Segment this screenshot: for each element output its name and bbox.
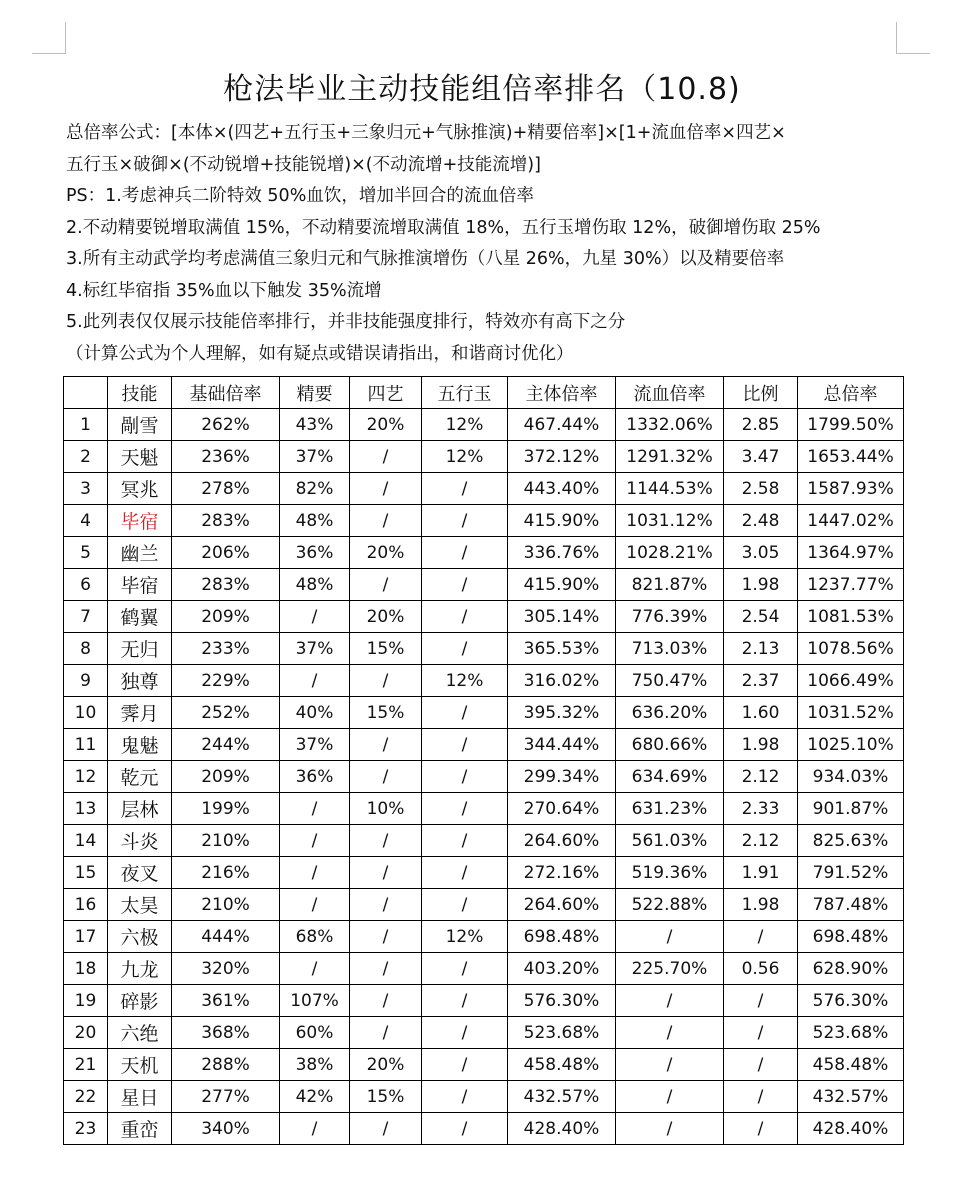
ratio-cell: 1.98 <box>724 729 798 761</box>
ratio-cell: / <box>724 1113 798 1145</box>
skill-name-cell: 斗炎 <box>108 825 172 857</box>
skill-name-cell: 无归 <box>108 633 172 665</box>
ratio-cell: 2.33 <box>724 793 798 825</box>
rank-cell: 11 <box>64 729 108 761</box>
main-multiplier-cell: 336.76% <box>508 537 616 569</box>
note-line: 五行玉×破御×(不动锐增+技能锐增)×(不动流增+技能流增)] <box>66 154 541 175</box>
skill-name-cell: 乾元 <box>108 761 172 793</box>
ratio-cell: 2.58 <box>724 473 798 505</box>
skill-name-cell: 天机 <box>108 1049 172 1081</box>
main-multiplier-cell: 316.02% <box>508 665 616 697</box>
main-multiplier-cell: 523.68% <box>508 1017 616 1049</box>
five-jade-cell: / <box>422 889 508 921</box>
bleed-multiplier-cell: 1144.53% <box>616 473 724 505</box>
bleed-multiplier-cell: 750.47% <box>616 665 724 697</box>
bleed-multiplier-cell: 631.23% <box>616 793 724 825</box>
ranking-table <box>63 376 904 1145</box>
table-row <box>64 921 904 953</box>
four-arts-cell: / <box>350 985 422 1017</box>
main-multiplier-cell: 344.44% <box>508 729 616 761</box>
note-line: 2.不动精要锐增取满值 15%，不动精要流增取满值 18%，五行玉增伤取 12%，破御增伤取 25% <box>66 217 821 238</box>
table-row <box>64 761 904 793</box>
four-arts-cell: 15% <box>350 697 422 729</box>
main-multiplier-cell: 415.90% <box>508 569 616 601</box>
essence-cell: / <box>280 857 350 889</box>
crop-mark-top-right-vertical <box>896 22 897 54</box>
essence-cell: / <box>280 1113 350 1145</box>
essence-cell: 37% <box>280 633 350 665</box>
rank-cell: 20 <box>64 1017 108 1049</box>
rank-cell: 14 <box>64 825 108 857</box>
main-multiplier-cell: 458.48% <box>508 1049 616 1081</box>
essence-cell: 40% <box>280 697 350 729</box>
ratio-cell: / <box>724 1017 798 1049</box>
table-row <box>64 889 904 921</box>
table-row <box>64 537 904 569</box>
main-multiplier-cell: 305.14% <box>508 601 616 633</box>
base-multiplier-cell: 199% <box>172 793 280 825</box>
main-multiplier-cell: 264.60% <box>508 825 616 857</box>
bleed-multiplier-cell: 636.20% <box>616 697 724 729</box>
table-row <box>64 729 904 761</box>
skill-name-cell: 星日 <box>108 1081 172 1113</box>
ratio-cell: 2.37 <box>724 665 798 697</box>
note-line: 3.所有主动武学均考虑满值三象归元和气脉推演增伤（八星 26%，九星 30%）以及精要倍率 <box>66 249 785 269</box>
main-multiplier-cell: 372.12% <box>508 441 616 473</box>
note-line: （计算公式为个人理解，如有疑点或错误请指出，和谐商讨优化） <box>66 343 574 364</box>
bleed-multiplier-cell: 561.03% <box>616 825 724 857</box>
essence-cell: 107% <box>280 985 350 1017</box>
skill-name-cell: 重峦 <box>108 1113 172 1145</box>
table-row <box>64 665 904 697</box>
base-multiplier-cell: 252% <box>172 697 280 729</box>
column-header: 总倍率 <box>798 377 904 409</box>
base-multiplier-cell: 216% <box>172 857 280 889</box>
rank-cell: 18 <box>64 953 108 985</box>
essence-cell: 42% <box>280 1081 350 1113</box>
total-multiplier-cell: 934.03% <box>798 761 904 793</box>
four-arts-cell: 15% <box>350 1081 422 1113</box>
rank-cell: 9 <box>64 665 108 697</box>
crop-mark-top-left-vertical <box>65 22 66 54</box>
bleed-multiplier-cell: 1291.32% <box>616 441 724 473</box>
bleed-multiplier-cell: / <box>616 985 724 1017</box>
four-arts-cell: / <box>350 921 422 953</box>
base-multiplier-cell: 444% <box>172 921 280 953</box>
table-row <box>64 473 904 505</box>
table-row <box>64 569 904 601</box>
five-jade-cell: / <box>422 953 508 985</box>
bleed-multiplier-cell: 821.87% <box>616 569 724 601</box>
five-jade-cell: / <box>422 1081 508 1113</box>
essence-cell: 36% <box>280 537 350 569</box>
essence-cell: 68% <box>280 921 350 953</box>
four-arts-cell: / <box>350 569 422 601</box>
five-jade-cell: / <box>422 761 508 793</box>
ratio-cell: 1.98 <box>724 889 798 921</box>
table-row <box>64 953 904 985</box>
rank-cell: 7 <box>64 601 108 633</box>
bleed-multiplier-cell: 1028.21% <box>616 537 724 569</box>
skill-name-cell: 毕宿 <box>108 505 172 537</box>
total-multiplier-cell: 458.48% <box>798 1049 904 1081</box>
table-row <box>64 1081 904 1113</box>
four-arts-cell: 20% <box>350 409 422 441</box>
base-multiplier-cell: 361% <box>172 985 280 1017</box>
base-multiplier-cell: 206% <box>172 537 280 569</box>
column-header: 四艺 <box>350 377 422 409</box>
table-row <box>64 505 904 537</box>
four-arts-cell: / <box>350 1113 422 1145</box>
essence-cell: 48% <box>280 505 350 537</box>
bleed-multiplier-cell: / <box>616 1113 724 1145</box>
skill-name-cell: 独尊 <box>108 665 172 697</box>
skill-name-cell: 层林 <box>108 793 172 825</box>
base-multiplier-cell: 277% <box>172 1081 280 1113</box>
base-multiplier-cell: 233% <box>172 633 280 665</box>
four-arts-cell: / <box>350 505 422 537</box>
skill-name-cell: 夜叉 <box>108 857 172 889</box>
column-header: 精要 <box>280 377 350 409</box>
skill-name-cell: 六绝 <box>108 1017 172 1049</box>
five-jade-cell: / <box>422 729 508 761</box>
essence-cell: 37% <box>280 441 350 473</box>
essence-cell: / <box>280 825 350 857</box>
skill-name-cell: 冥兆 <box>108 473 172 505</box>
ratio-cell: 1.98 <box>724 569 798 601</box>
total-multiplier-cell: 1587.93% <box>798 473 904 505</box>
bleed-multiplier-cell: / <box>616 921 724 953</box>
total-multiplier-cell: 1447.02% <box>798 505 904 537</box>
main-multiplier-cell: 264.60% <box>508 889 616 921</box>
total-multiplier-cell: 1364.97% <box>798 537 904 569</box>
note-line: 4.标红毕宿指 35%血以下触发 35%流增 <box>66 280 382 301</box>
total-multiplier-cell: 1066.49% <box>798 665 904 697</box>
ratio-cell: 1.91 <box>724 857 798 889</box>
ratio-cell: 3.05 <box>724 537 798 569</box>
base-multiplier-cell: 288% <box>172 1049 280 1081</box>
base-multiplier-cell: 210% <box>172 825 280 857</box>
rank-cell: 5 <box>64 537 108 569</box>
bleed-multiplier-cell: / <box>616 1017 724 1049</box>
ratio-cell: / <box>724 921 798 953</box>
rank-cell: 10 <box>64 697 108 729</box>
column-header: 五行玉 <box>422 377 508 409</box>
base-multiplier-cell: 320% <box>172 953 280 985</box>
rank-cell: 1 <box>64 409 108 441</box>
four-arts-cell: 10% <box>350 793 422 825</box>
four-arts-cell: / <box>350 1017 422 1049</box>
five-jade-cell: 12% <box>422 921 508 953</box>
total-multiplier-cell: 787.48% <box>798 889 904 921</box>
four-arts-cell: / <box>350 665 422 697</box>
column-header <box>64 377 108 409</box>
note-line: 5.此列表仅仅展示技能倍率排行，并非技能强度排行，特效亦有高下之分 <box>66 312 626 332</box>
four-arts-cell: 20% <box>350 1049 422 1081</box>
table-row <box>64 601 904 633</box>
ratio-cell: 2.85 <box>724 409 798 441</box>
total-multiplier-cell: 1031.52% <box>798 697 904 729</box>
total-multiplier-cell: 432.57% <box>798 1081 904 1113</box>
bleed-multiplier-cell: / <box>616 1049 724 1081</box>
five-jade-cell: / <box>422 537 508 569</box>
main-multiplier-cell: 415.90% <box>508 505 616 537</box>
table-row <box>64 1113 904 1145</box>
five-jade-cell: / <box>422 857 508 889</box>
total-multiplier-cell: 1081.53% <box>798 601 904 633</box>
total-multiplier-cell: 825.63% <box>798 825 904 857</box>
five-jade-cell: / <box>422 1017 508 1049</box>
ratio-cell: 2.48 <box>724 505 798 537</box>
rank-cell: 12 <box>64 761 108 793</box>
essence-cell: / <box>280 665 350 697</box>
total-multiplier-cell: 1237.77% <box>798 569 904 601</box>
column-header: 流血倍率 <box>616 377 724 409</box>
base-multiplier-cell: 340% <box>172 1113 280 1145</box>
table-row <box>64 409 904 441</box>
table-row <box>64 1049 904 1081</box>
four-arts-cell: 20% <box>350 537 422 569</box>
four-arts-cell: / <box>350 825 422 857</box>
five-jade-cell: / <box>422 1113 508 1145</box>
four-arts-cell: / <box>350 953 422 985</box>
total-multiplier-cell: 1799.50% <box>798 409 904 441</box>
skill-name-cell: 霁月 <box>108 697 172 729</box>
base-multiplier-cell: 283% <box>172 505 280 537</box>
total-multiplier-cell: 901.87% <box>798 793 904 825</box>
ratio-cell: 2.54 <box>724 601 798 633</box>
total-multiplier-cell: 523.68% <box>798 1017 904 1049</box>
four-arts-cell: / <box>350 729 422 761</box>
skill-name-cell: 剮雪 <box>108 409 172 441</box>
rank-cell: 16 <box>64 889 108 921</box>
total-multiplier-cell: 698.48% <box>798 921 904 953</box>
skill-name-cell: 太昊 <box>108 889 172 921</box>
skill-name-cell: 九龙 <box>108 953 172 985</box>
four-arts-cell: / <box>350 761 422 793</box>
base-multiplier-cell: 209% <box>172 601 280 633</box>
main-multiplier-cell: 365.53% <box>508 633 616 665</box>
essence-cell: / <box>280 601 350 633</box>
formula-notes <box>66 118 916 370</box>
rank-cell: 4 <box>64 505 108 537</box>
skill-name-cell: 六极 <box>108 921 172 953</box>
table-header-row <box>64 377 904 409</box>
base-multiplier-cell: 262% <box>172 409 280 441</box>
base-multiplier-cell: 209% <box>172 761 280 793</box>
bleed-multiplier-cell: 634.69% <box>616 761 724 793</box>
skill-name-cell: 毕宿 <box>108 569 172 601</box>
five-jade-cell: 12% <box>422 441 508 473</box>
bleed-multiplier-cell: 680.66% <box>616 729 724 761</box>
table-row <box>64 441 904 473</box>
four-arts-cell: 20% <box>350 601 422 633</box>
table-row <box>64 793 904 825</box>
ratio-cell: 0.56 <box>724 953 798 985</box>
ratio-cell: / <box>724 1049 798 1081</box>
ratio-cell: 1.60 <box>724 697 798 729</box>
five-jade-cell: / <box>422 793 508 825</box>
table-row <box>64 825 904 857</box>
bleed-multiplier-cell: 522.88% <box>616 889 724 921</box>
four-arts-cell: 15% <box>350 633 422 665</box>
column-header: 比例 <box>724 377 798 409</box>
crop-mark-top-left-horizontal <box>32 53 66 54</box>
rank-cell: 15 <box>64 857 108 889</box>
essence-cell: / <box>280 889 350 921</box>
column-header: 基础倍率 <box>172 377 280 409</box>
main-multiplier-cell: 698.48% <box>508 921 616 953</box>
five-jade-cell: / <box>422 569 508 601</box>
main-multiplier-cell: 576.30% <box>508 985 616 1017</box>
five-jade-cell: / <box>422 505 508 537</box>
five-jade-cell: / <box>422 985 508 1017</box>
table-row <box>64 857 904 889</box>
essence-cell: 60% <box>280 1017 350 1049</box>
essence-cell: 36% <box>280 761 350 793</box>
essence-cell: 38% <box>280 1049 350 1081</box>
four-arts-cell: / <box>350 473 422 505</box>
base-multiplier-cell: 278% <box>172 473 280 505</box>
total-multiplier-cell: 791.52% <box>798 857 904 889</box>
total-multiplier-cell: 428.40% <box>798 1113 904 1145</box>
bleed-multiplier-cell: 776.39% <box>616 601 724 633</box>
column-header: 技能 <box>108 377 172 409</box>
table-row <box>64 985 904 1017</box>
total-multiplier-cell: 576.30% <box>798 985 904 1017</box>
rank-cell: 21 <box>64 1049 108 1081</box>
rank-cell: 17 <box>64 921 108 953</box>
base-multiplier-cell: 244% <box>172 729 280 761</box>
base-multiplier-cell: 229% <box>172 665 280 697</box>
rank-cell: 23 <box>64 1113 108 1145</box>
rank-cell: 3 <box>64 473 108 505</box>
rank-cell: 8 <box>64 633 108 665</box>
bleed-multiplier-cell: / <box>616 1081 724 1113</box>
main-multiplier-cell: 272.16% <box>508 857 616 889</box>
table-row <box>64 697 904 729</box>
total-multiplier-cell: 1078.56% <box>798 633 904 665</box>
bleed-multiplier-cell: 519.36% <box>616 857 724 889</box>
five-jade-cell: / <box>422 697 508 729</box>
five-jade-cell: / <box>422 1049 508 1081</box>
rank-cell: 19 <box>64 985 108 1017</box>
skill-name-cell: 碎影 <box>108 985 172 1017</box>
four-arts-cell: / <box>350 441 422 473</box>
skill-name-cell: 天魁 <box>108 441 172 473</box>
five-jade-cell: / <box>422 825 508 857</box>
base-multiplier-cell: 210% <box>172 889 280 921</box>
rank-cell: 13 <box>64 793 108 825</box>
main-multiplier-cell: 299.34% <box>508 761 616 793</box>
bleed-multiplier-cell: 1031.12% <box>616 505 724 537</box>
essence-cell: 82% <box>280 473 350 505</box>
rank-cell: 2 <box>64 441 108 473</box>
rank-cell: 6 <box>64 569 108 601</box>
main-multiplier-cell: 403.20% <box>508 953 616 985</box>
column-header: 主体倍率 <box>508 377 616 409</box>
total-multiplier-cell: 1653.44% <box>798 441 904 473</box>
essence-cell: / <box>280 793 350 825</box>
bleed-multiplier-cell: 225.70% <box>616 953 724 985</box>
base-multiplier-cell: 283% <box>172 569 280 601</box>
ratio-cell: 3.47 <box>724 441 798 473</box>
skill-name-cell: 鬼魅 <box>108 729 172 761</box>
crop-mark-top-right-horizontal <box>896 53 930 54</box>
bleed-multiplier-cell: 1332.06% <box>616 409 724 441</box>
ratio-cell: / <box>724 1081 798 1113</box>
main-multiplier-cell: 432.57% <box>508 1081 616 1113</box>
table-body <box>64 409 904 1145</box>
main-multiplier-cell: 467.44% <box>508 409 616 441</box>
ratio-cell: / <box>724 985 798 1017</box>
note-line: PS：1.考虑神兵二阶特效 50%血饮，增加半回合的流血倍率 <box>66 186 534 206</box>
document-title: 枪法毕业主动技能组倍率排名（10.8) <box>223 72 741 107</box>
table-row <box>64 633 904 665</box>
essence-cell: / <box>280 953 350 985</box>
essence-cell: 43% <box>280 409 350 441</box>
essence-cell: 48% <box>280 569 350 601</box>
table-row <box>64 1017 904 1049</box>
four-arts-cell: / <box>350 889 422 921</box>
ratio-cell: 2.12 <box>724 761 798 793</box>
five-jade-cell: / <box>422 473 508 505</box>
main-multiplier-cell: 443.40% <box>508 473 616 505</box>
note-line: 总倍率公式：[本体×(四艺+五行玉+三象归元+气脉推演)+精要倍率]×[1+流血倍率×四艺× <box>66 123 786 143</box>
rank-cell: 22 <box>64 1081 108 1113</box>
ratio-cell: 2.12 <box>724 825 798 857</box>
five-jade-cell: 12% <box>422 409 508 441</box>
total-multiplier-cell: 1025.10% <box>798 729 904 761</box>
base-multiplier-cell: 236% <box>172 441 280 473</box>
five-jade-cell: / <box>422 633 508 665</box>
five-jade-cell: / <box>422 601 508 633</box>
skill-name-cell: 幽兰 <box>108 537 172 569</box>
ratio-cell: 2.13 <box>724 633 798 665</box>
essence-cell: 37% <box>280 729 350 761</box>
main-multiplier-cell: 428.40% <box>508 1113 616 1145</box>
five-jade-cell: 12% <box>422 665 508 697</box>
main-multiplier-cell: 395.32% <box>508 697 616 729</box>
main-multiplier-cell: 270.64% <box>508 793 616 825</box>
base-multiplier-cell: 368% <box>172 1017 280 1049</box>
total-multiplier-cell: 628.90% <box>798 953 904 985</box>
four-arts-cell: / <box>350 857 422 889</box>
skill-name-cell: 鹤翼 <box>108 601 172 633</box>
bleed-multiplier-cell: 713.03% <box>616 633 724 665</box>
